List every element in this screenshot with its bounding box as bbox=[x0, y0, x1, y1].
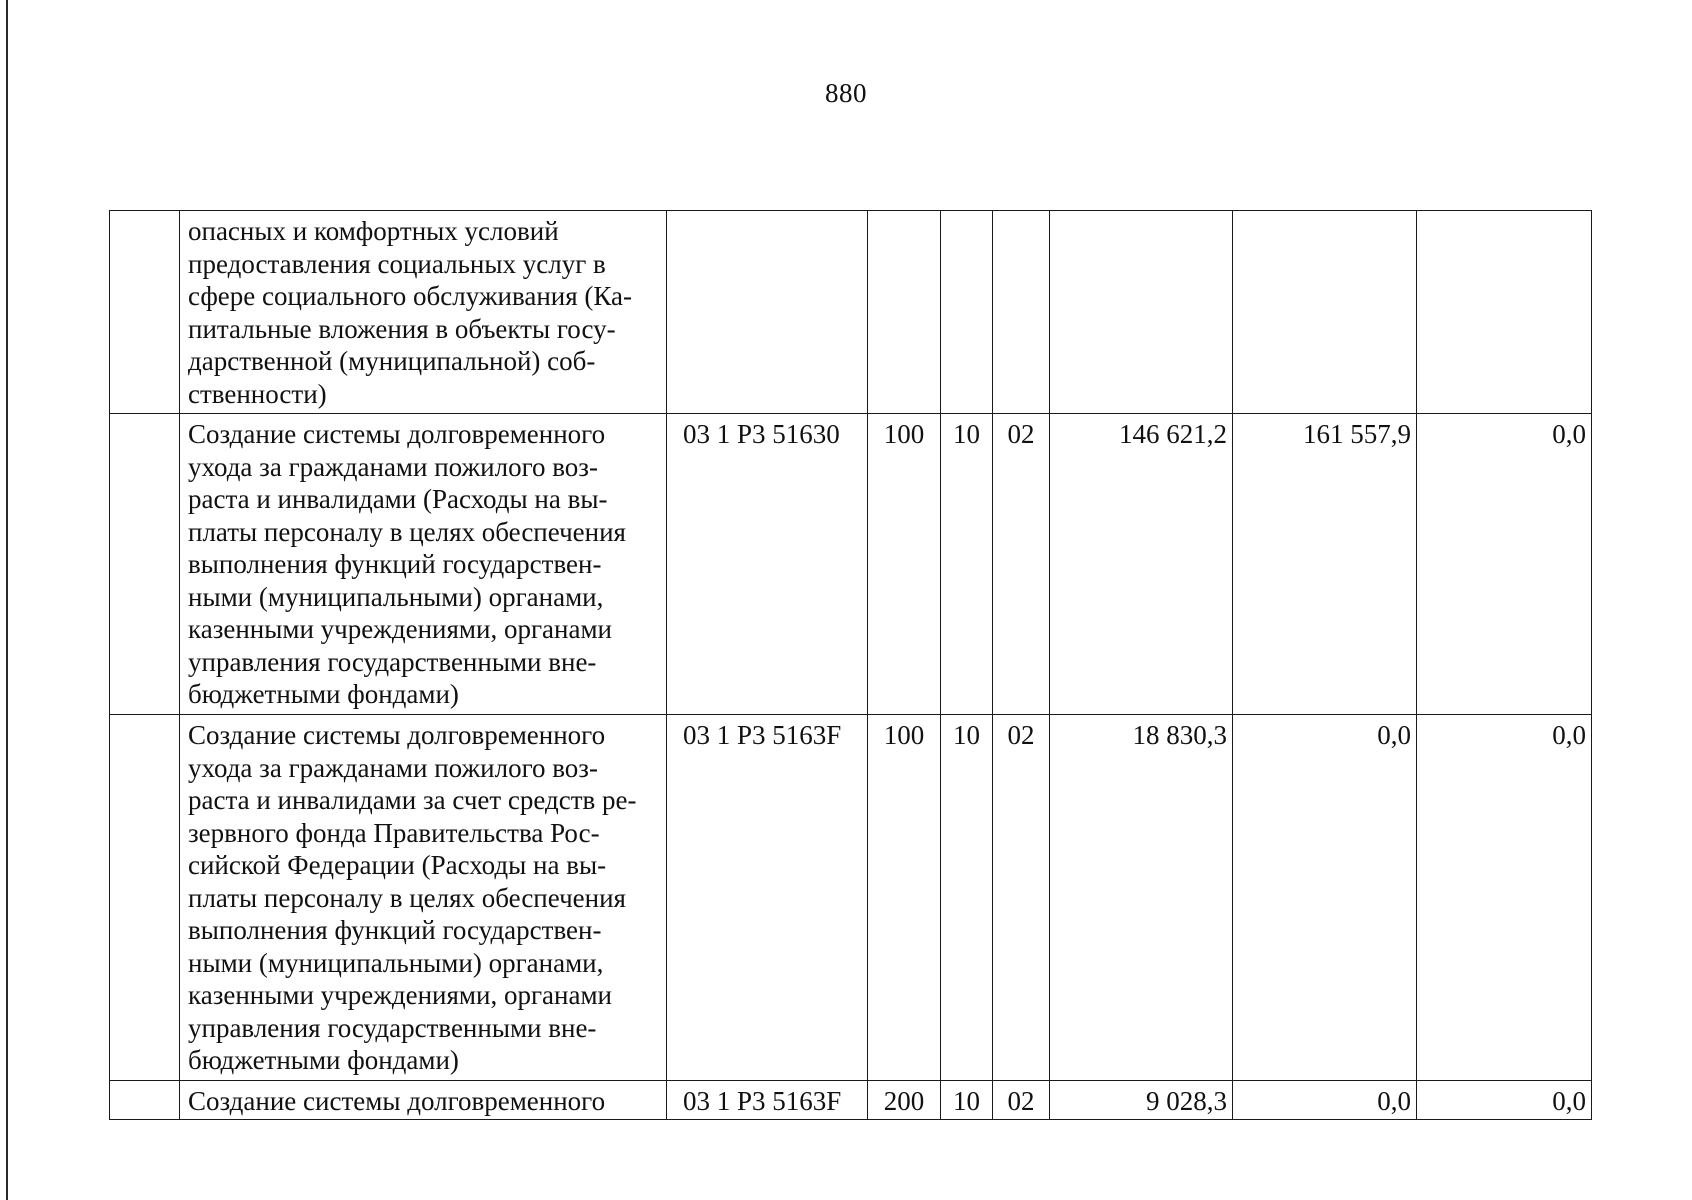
description-cell bbox=[180, 715, 667, 1081]
description-line: ственности) bbox=[188, 378, 327, 409]
description-line: ными (муниципальными) органами, bbox=[188, 581, 604, 612]
description-line: опасных и комфортных условий bbox=[188, 216, 559, 246]
amount-2-cell: 0,0 bbox=[1233, 1081, 1417, 1120]
amount-1-cell bbox=[1050, 211, 1233, 414]
amount-2-cell: 0,0 bbox=[1233, 715, 1417, 1081]
description-line: питальные вложения в объекты госу- bbox=[188, 313, 616, 344]
description-line: зервного фонда Правительства Рос- bbox=[188, 817, 600, 848]
description-line: раста и инвалидами (Расходы на вы- bbox=[188, 484, 608, 514]
description-line: выполнения функций государствен- bbox=[188, 549, 602, 579]
expense-type-cell: 100 bbox=[868, 414, 941, 715]
description-line: бюджетными фондами) bbox=[188, 1045, 459, 1075]
description-line: платы персоналу в целях обеспечения bbox=[188, 516, 626, 547]
row-index-cell bbox=[110, 715, 180, 1081]
description-line: выполнения функций государствен- bbox=[188, 915, 602, 945]
description-cell bbox=[180, 211, 667, 414]
subsection-cell bbox=[993, 211, 1050, 414]
row-index-cell bbox=[110, 211, 180, 414]
amount-3-cell bbox=[1417, 211, 1592, 414]
description-line: предоставления социальных услуг в bbox=[188, 248, 606, 279]
amount-3-cell: 0,0 bbox=[1417, 715, 1592, 1081]
description-line: сфере социального обслуживания (Ка- bbox=[188, 281, 633, 311]
table-row bbox=[110, 715, 1592, 1081]
budget-table bbox=[109, 210, 1592, 1120]
description-line: Создание системы долговременного bbox=[188, 419, 606, 449]
table-row bbox=[110, 211, 1592, 414]
section-cell: 10 bbox=[941, 414, 993, 715]
amount-3-cell: 0,0 bbox=[1417, 1081, 1592, 1120]
description-line: ными (муниципальными) органами, bbox=[188, 947, 604, 978]
description-line: казенными учреждениями, органами bbox=[188, 614, 612, 644]
section-cell bbox=[941, 211, 993, 414]
description-line: ухода за гражданами пожилого воз- bbox=[188, 451, 598, 482]
description-line: платы персоналу в целях обеспечения bbox=[188, 882, 626, 913]
target-code-cell: 03 1 Р3 5163F bbox=[667, 715, 868, 1081]
subsection-cell: 02 bbox=[993, 414, 1050, 715]
description-line: дарственной (муниципальной) соб- bbox=[188, 346, 596, 376]
expense-type-cell: 100 bbox=[868, 715, 941, 1081]
amount-2-cell: 161 557,9 bbox=[1233, 414, 1417, 715]
description-line: Создание системы долговременного bbox=[188, 720, 606, 750]
amount-1-cell: 146 621,2 bbox=[1050, 414, 1233, 715]
page-number: 880 bbox=[825, 78, 867, 108]
row-index-cell bbox=[110, 1081, 180, 1120]
description-line: бюджетными фондами) bbox=[188, 679, 459, 709]
amount-1-cell: 18 830,3 bbox=[1050, 715, 1233, 1081]
description-line: управления государственными вне- bbox=[188, 646, 597, 677]
section-cell: 10 bbox=[941, 1081, 993, 1120]
description-line: ухода за гражданами пожилого воз- bbox=[188, 752, 598, 783]
subsection-cell: 02 bbox=[993, 1081, 1050, 1120]
expense-type-cell: 200 bbox=[868, 1081, 941, 1120]
table-row bbox=[110, 1081, 1592, 1120]
description-cell bbox=[180, 1081, 667, 1120]
target-code-cell: 03 1 Р3 51630 bbox=[667, 414, 868, 715]
expense-type-cell bbox=[868, 211, 941, 414]
target-code-cell bbox=[667, 211, 868, 414]
table-row bbox=[110, 414, 1592, 715]
description-line: управления государственными вне- bbox=[188, 1012, 597, 1043]
description-line: сийской Федерации (Расходы на вы- bbox=[188, 850, 607, 880]
description-cell bbox=[180, 414, 667, 715]
description-line: раста и инвалидами за счет средств ре- bbox=[188, 785, 637, 815]
section-cell: 10 bbox=[941, 715, 993, 1081]
left-margin-rule bbox=[6, 0, 8, 1200]
subsection-cell: 02 bbox=[993, 715, 1050, 1081]
amount-2-cell bbox=[1233, 211, 1417, 414]
amount-3-cell: 0,0 bbox=[1417, 414, 1592, 715]
row-index-cell bbox=[110, 414, 180, 715]
amount-1-cell: 9 028,3 bbox=[1050, 1081, 1233, 1120]
description-line: Создание системы долговременного bbox=[188, 1086, 606, 1116]
target-code-cell: 03 1 Р3 5163F bbox=[667, 1081, 868, 1120]
description-line: казенными учреждениями, органами bbox=[188, 980, 612, 1010]
